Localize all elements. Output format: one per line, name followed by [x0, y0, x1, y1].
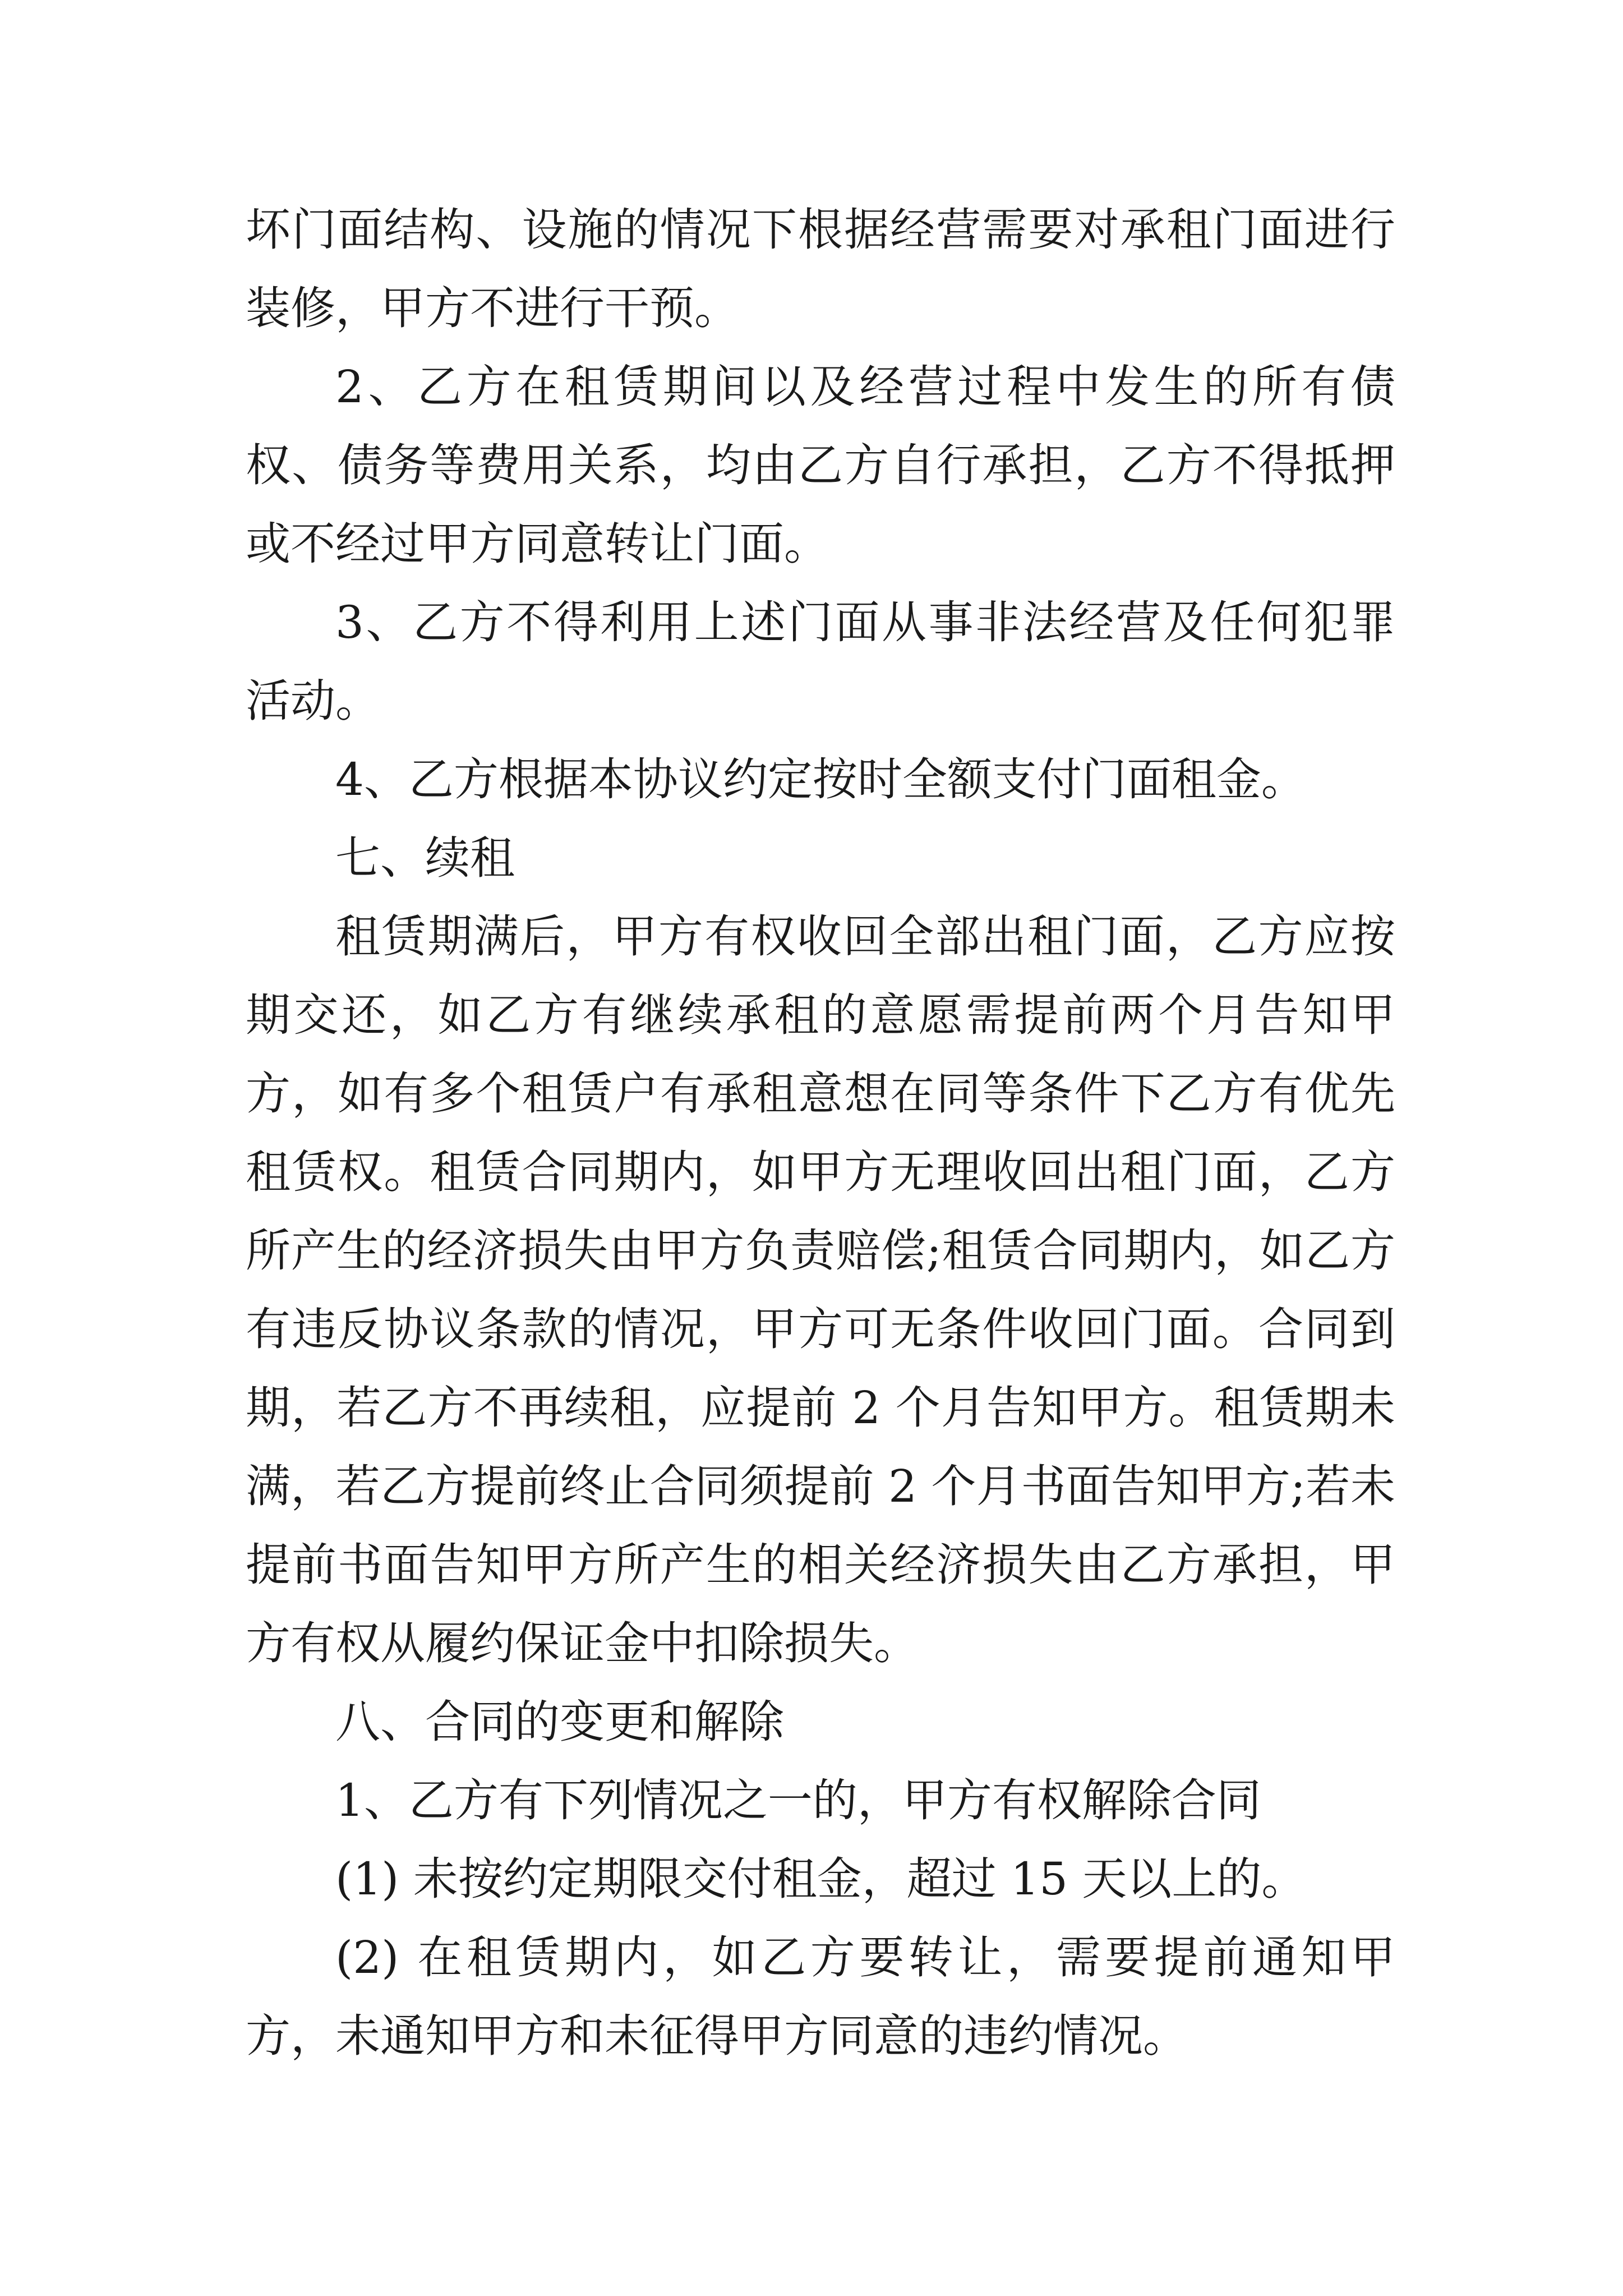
- section-heading-renewal: 七、续租: [335, 832, 515, 884]
- paragraph-clause-4: 4、乙方根据本协议约定按时全额支付门面租金。: [335, 753, 1306, 806]
- document-body: [246, 191, 1395, 2076]
- paragraph-termination-item-2: (2) 在租赁期内，如乙方要转让，需要提前通知甲方，未通知甲方和未征得甲方同意的违约情况。: [246, 1931, 1395, 2062]
- paragraph-clause-2: 2、乙方在租赁期间以及经营过程中发生的所有债权、债务等费用关系，均由乙方自行承担，乙方不得抵押或不经过甲方同意转让门面。: [246, 361, 1395, 570]
- paragraph-clause-3: 3、乙方不得利用上述门面从事非法经营及任何犯罪活动。: [246, 596, 1395, 727]
- section-heading-change-termination: 八、合同的变更和解除: [335, 1696, 784, 1748]
- paragraph-renovation-continued: 坏门面结构、设施的情况下根据经营需要对承租门面进行装修，甲方不进行干预。: [246, 204, 1395, 334]
- paragraph-termination-item-1: (1) 未按约定期限交付租金，超过 15 天以上的。: [335, 1853, 1307, 1905]
- paragraph-renewal-terms: 租赁期满后，甲方有权收回全部出租门面，乙方应按期交还，如乙方有继续承租的意愿需提前两个月告知甲方，如有多个租赁户有承租意想在同等条件下乙方有优先租赁权。租赁合同期内，如甲方无理收回出租门面，乙方所产生的经济损失由甲方负责赔偿;租赁合同期内，如乙方有违反协议条款的情况，甲方可无条件收回门面。合同到期，若乙方不再续租，应提前 2 个月告知甲方。租赁期未满，若乙方提前终止合同须提前 2 个月书面告知甲方;若未提前书面告知甲方所产生的相关经济损失由乙方承担，甲方有权从履约保证金中扣除损失。: [246, 910, 1395, 1669]
- paragraph-termination-clause-1: 1、乙方有下列情况之一的，甲方有权解除合同: [335, 1774, 1261, 1826]
